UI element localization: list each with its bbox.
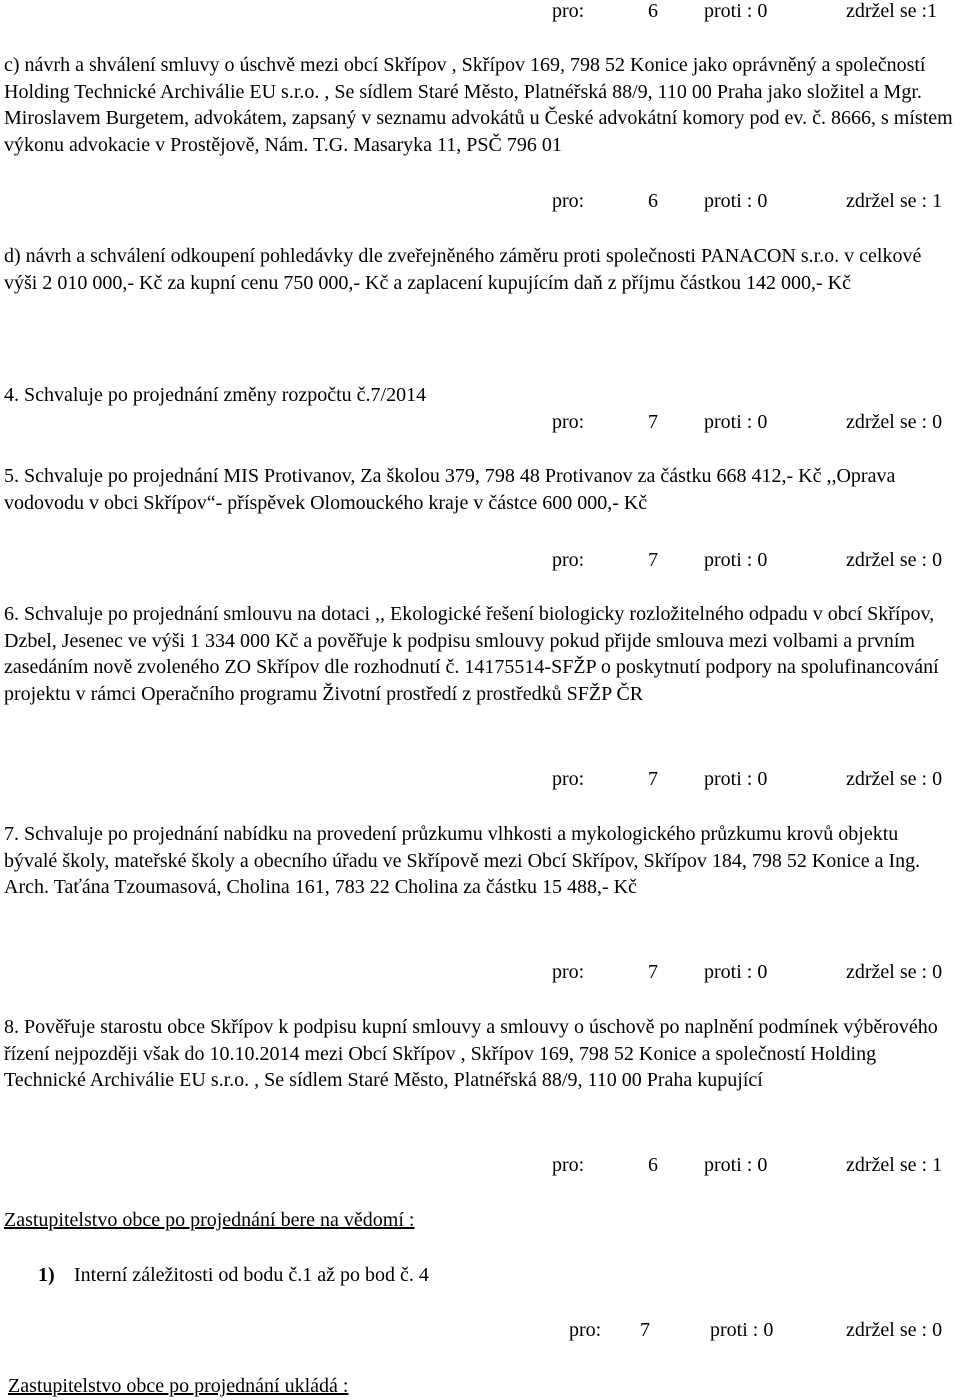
vote-proti: proti : 0 [710, 1319, 774, 1341]
vote-pro-count: 7 [648, 768, 658, 790]
vote-zdrzel: zdržel se : 0 [846, 549, 943, 571]
resolution-point-4: 4. Schvaluje po projednání změny rozpočtu č.7/2014 [4, 384, 427, 406]
vote-result [460, 766, 958, 792]
vote-result [460, 959, 958, 985]
vote-result [460, 188, 958, 214]
vote-proti: proti : 0 [704, 411, 768, 433]
vote-pro-label: pro: [552, 549, 585, 571]
vote-zdrzel: zdržel se : 0 [846, 961, 943, 983]
vote-pro-label: pro: [552, 961, 585, 983]
vote-pro-label: pro: [569, 1319, 602, 1341]
resolution-point-6: 6. Schvaluje po projednání smlouvu na dotaci ,, Ekologické řešení biologicky rozložitelného odpadu v obcí Skřípov, Dzbel, Jesenec ve výši 1 334 000 Kč a pověřuje k podpisu smlouvy pokud přijde smlouva mezi volbami a prvním zasedáním nově zvoleného ZO Skřípov dle rozhodnutí č. 14175514-SFŽP o poskytnutí podpory na spolufinancování projektu v rámci Operačního programu Životní prostředí z prostředků SFŽP ČR [4, 603, 939, 705]
vote-proti: proti : 0 [704, 0, 768, 22]
vote-zdrzel: zdržel se : 1 [846, 1154, 943, 1176]
vote-pro-label: pro: [552, 190, 585, 212]
resolution-point-7: 7. Schvaluje po projednání nabídku na provedení průzkumu vlhkosti a mykologického průzkumu krovů objektu bývalé školy, mateřské školy a obecního úřadu ve Skřípově mezi Obcí Skřípov, Skřípov 184, 798 52 Konice a Ing. Arch. Taťána Tzoumasová, Cholina 161, 783 22 Cholina za částku 15 488,- Kč [4, 823, 921, 898]
vote-zdrzel: zdržel se : 0 [846, 768, 943, 790]
vote-proti: proti : 0 [704, 961, 768, 983]
vote-pro-count: 6 [648, 1154, 658, 1176]
vote-zdrzel: zdržel se : 0 [846, 411, 943, 433]
resolution-point-5: 5. Schvaluje po projednání MIS Protivanov, Za školou 379, 798 48 Protivanov za částku 668 412,- Kč ,,Oprava vodovodu v obci Skřípov“- příspěvek Olomouckého kraje v částce 600 000,- Kč [4, 465, 896, 514]
resolution-item-c: c) návrh a shválení smluvy o úschvě mezi obcí Skřípov , Skřípov 169, 798 52 Konice jako oprávněný a společností Holding Technické Archiválie EU s.r.o. , Se sídlem Staré Město, Platnéřská 88/9, 110 00 Praha jako složitel a Mgr. Miroslavem Burgetem, advokátem, zapsaný v seznamu advokátů u České advokátní komory pod ev. č. 8666, s místem výkonu advokacie v Prostějově, Nám. T.G. Masaryka 11, PSČ 796 01 [4, 54, 953, 156]
vote-proti: proti : 0 [704, 549, 768, 571]
vote-zdrzel: zdržel se : 0 [846, 1319, 943, 1341]
vote-result [460, 547, 958, 573]
vote-result [460, 1152, 958, 1178]
vote-pro-count: 7 [648, 411, 658, 433]
vote-pro-label: pro: [552, 411, 585, 433]
resolution-item-d: d) návrh a schválení odkoupení pohledávky dle zveřejněného záměru proti společnosti PANACON s.r.o. v celkové výši 2 010 000,- Kč za kupní cenu 750 000,- Kč a zaplacení kupujícím daň z příjmu částkou 142 000,- Kč [4, 245, 922, 294]
vote-zdrzel: zdržel se : 1 [846, 190, 943, 212]
section-heading-uklada: Zastupitelstvo obce po projednání ukládá : [8, 1375, 349, 1397]
vote-pro-count: 6 [648, 190, 658, 212]
list-item-number: 1) [38, 1264, 55, 1286]
vote-result [460, 409, 958, 435]
resolution-point-8: 8. Pověřuje starostu obce Skřípov k podpisu kupní smlouvy a smlouvy o úschově po naplnění podmínek výběrového řízení nejpozději však do 10.10.2014 mezi Obcí Skřípov , Skřípov 169, 798 52 Konice a společností Holding Technické Archiválie EU s.r.o. , Se sídlem Staré Město, Platnéřská 88/9, 110 00 Praha kupující [4, 1016, 938, 1091]
section-heading-bere-na-vedomi: Zastupitelstvo obce po projednání bere na vědomí : [4, 1209, 415, 1231]
vote-proti: proti : 0 [704, 1154, 768, 1176]
vote-pro-count: 7 [648, 961, 658, 983]
vote-proti: proti : 0 [704, 768, 768, 790]
vote-zdrzel: zdržel se :1 [846, 0, 938, 22]
vote-pro-label: pro: [552, 1154, 585, 1176]
list-item-text: Interní záležitosti od bodu č.1 až po bod č. 4 [74, 1264, 429, 1286]
vote-pro-label: pro: [552, 0, 585, 22]
vote-result [454, 1317, 952, 1343]
vote-pro-count: 7 [648, 549, 658, 571]
vote-pro-count: 7 [640, 1319, 650, 1341]
vote-proti: proti : 0 [704, 190, 768, 212]
list-item [38, 1262, 638, 1288]
vote-pro-label: pro: [552, 768, 585, 790]
vote-result [460, 0, 958, 24]
vote-pro-count: 6 [648, 0, 658, 22]
